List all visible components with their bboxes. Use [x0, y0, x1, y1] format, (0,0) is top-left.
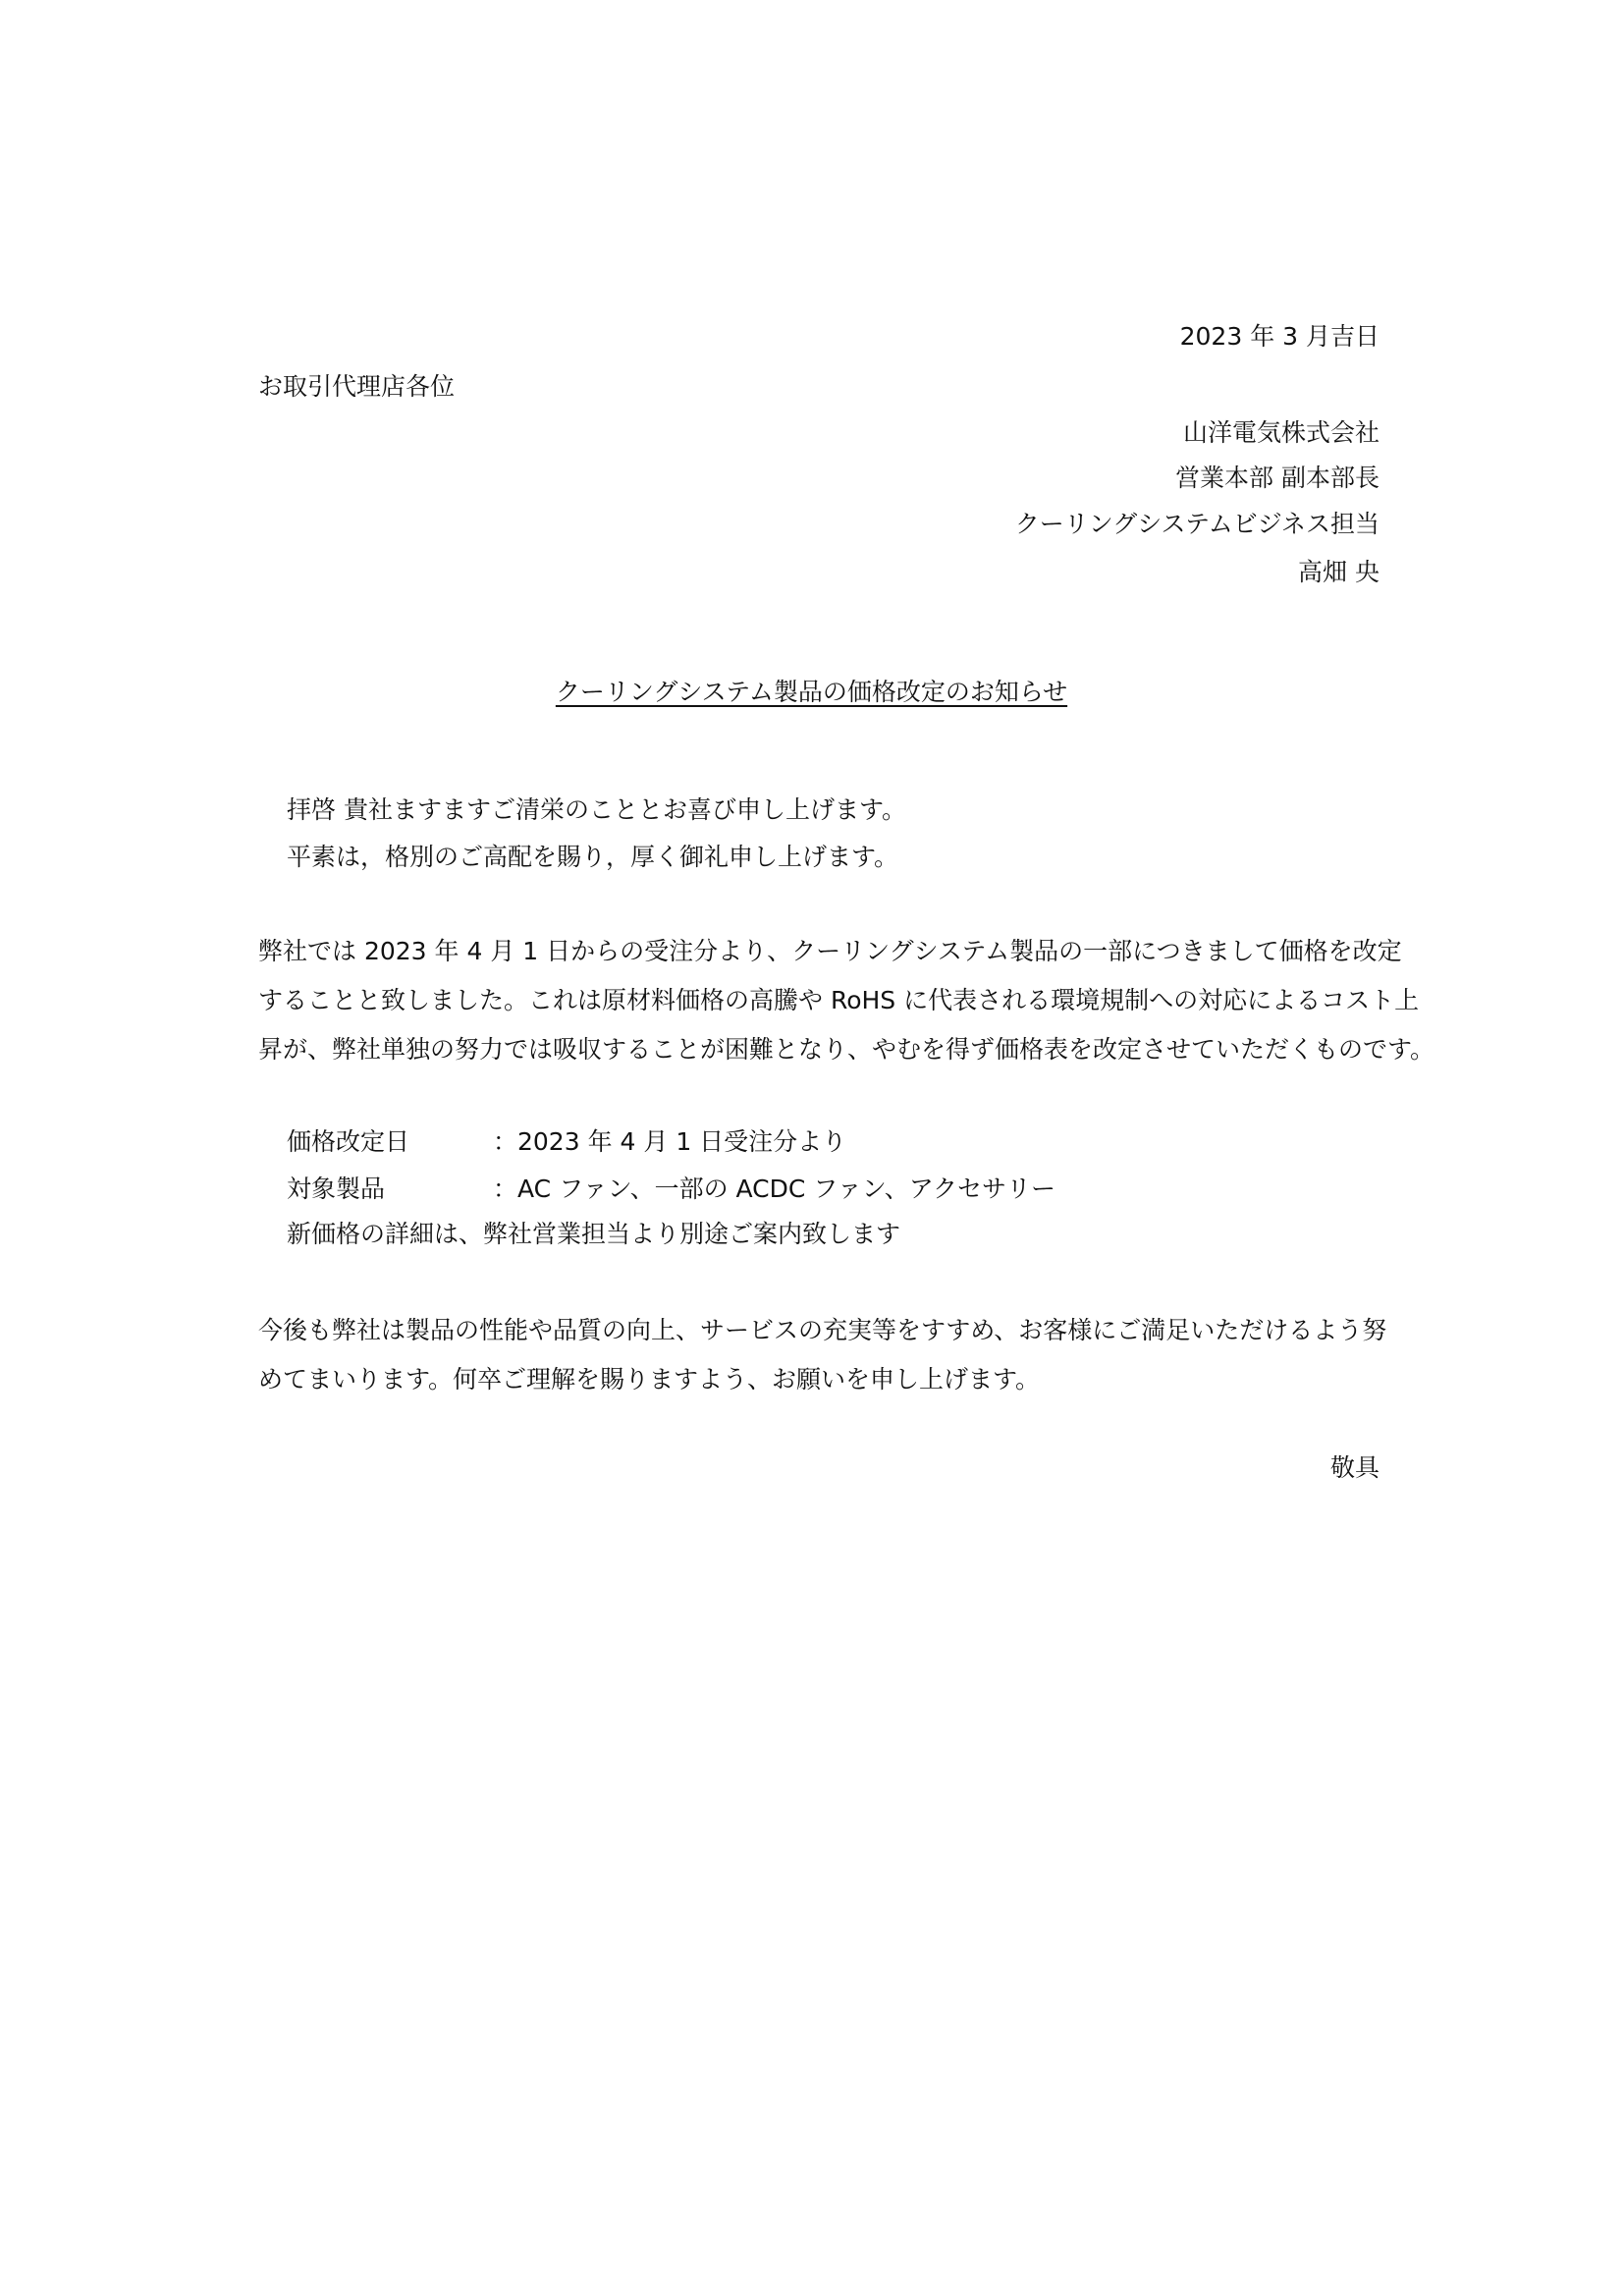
letter-date: 2023 年 3 月吉日: [1179, 322, 1380, 351]
sender-department: 営業本部 副本部長: [1175, 464, 1380, 492]
body1-line-2: することと致しました。これは原材料価格の高騰や RoHS に代表される環境規制への対応によるコスト上: [258, 986, 1420, 1014]
document-title: [0, 676, 1623, 709]
sender-role: クーリングシステムビジネス担当: [1014, 510, 1380, 538]
document-title-text: クーリングシステム製品の価格改定のお知らせ: [555, 678, 1068, 706]
detail-row-date: [287, 1125, 846, 1159]
closing: 敬具: [1329, 1453, 1380, 1482]
detail-products-value: ：AC ファン、一部の ACDC ファン、アクセサリー: [493, 1175, 1056, 1203]
greeting-line-1: 拝啓 貴社ますますご清栄のこととお喜び申し上げます。: [287, 795, 906, 824]
detail-date-label: 価格改定日: [287, 1127, 410, 1156]
greeting-line-2: 平素は，格別のご高配を賜り，厚く御礼申し上げます。: [287, 843, 899, 871]
sender-company: 山洋電気株式会社: [1182, 418, 1380, 447]
detail-date-value: ：2023 年 4 月 1 日受注分より: [493, 1127, 847, 1156]
sender-name: 高畑 央: [1298, 558, 1380, 586]
detail-row-products: [287, 1173, 1055, 1206]
body1-line-3: 昇が、弊社単独の努力では吸収することが困難となり、やむを得ず価格表を改定させていただくものです。: [258, 1035, 1435, 1064]
body1-line-1: 弊社では 2023 年 4 月 1 日からの受注分より、クーリングシステム製品の一部につきまして価格を改定: [258, 937, 1402, 965]
detail-products-label: 対象製品: [287, 1175, 386, 1203]
body2-line-2: めてまいります。何卒ご理解を賜りますよう、お願いを申し上げます。: [258, 1365, 1041, 1394]
body-paragraph-1: [258, 927, 1435, 1074]
detail-note: 新価格の詳細は、弊社営業担当より別途ご案内致します: [287, 1220, 901, 1248]
body-paragraph-2: [258, 1306, 1387, 1404]
body2-line-1: 今後も弊社は製品の性能や品質の向上、サービスの充実等をすすめ、お客様にご満足いただけるよう努: [258, 1316, 1387, 1344]
recipient: お取引代理店各位: [258, 372, 456, 401]
